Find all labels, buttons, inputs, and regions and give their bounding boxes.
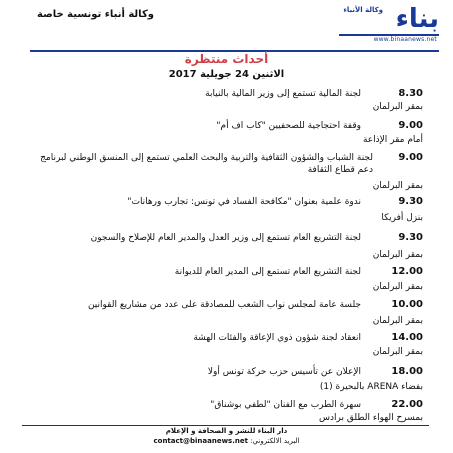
logo-wordmark: بناء: [395, 4, 439, 34]
footer-divider: [22, 425, 429, 426]
footer-publisher: دار البناء للنشر و الصحافة و الإعلام: [165, 427, 288, 435]
page-title: أحداث منتظرة: [184, 52, 269, 66]
event-description: لجنة التشريع العام تستمع إلى المدير العام للديوانة: [174, 267, 361, 277]
event-description: سهرة الطرب مع الفنان "لطفي بوشناق": [210, 400, 361, 410]
event-description: انعقاد لجنة شؤون ذوي الإعاقة والفئات الهشة: [193, 333, 361, 343]
event-description: لجنة المالية تستمع إلى وزير المالية بالنيابة: [205, 89, 361, 99]
footer-contact: [0, 437, 453, 445]
event-time: 9.00: [398, 152, 423, 163]
logo-subtitle: وكالة الأنباء: [343, 6, 383, 14]
event-location: بنزل أفريكا: [381, 213, 423, 223]
date-line: الاثنين 24 جويلية 2017: [168, 69, 285, 80]
event-location: بمقر البرلمان: [372, 316, 423, 326]
event-time: 8.30: [398, 88, 423, 99]
event-location: بمقر البرلمان: [372, 181, 423, 191]
event-description: الإعلان عن تأسيس حزب حركة تونس أولا: [207, 367, 361, 377]
event-location: بمقر البرلمان: [372, 282, 423, 292]
event-location: أمام مقر الإذاعة: [362, 135, 423, 145]
event-location: بمقر البرلمان: [372, 102, 423, 112]
event-location: بمقر البرلمان: [372, 347, 423, 357]
event-time: 18.00: [391, 366, 423, 377]
event-location: بفضاء ARENA بالبحيرة (1): [319, 382, 423, 392]
event-time: 10.00: [391, 299, 423, 310]
event-time: 9.00: [398, 120, 423, 131]
event-location: بمقر البرلمان: [372, 250, 423, 260]
event-time: 9.30: [398, 196, 423, 207]
footer-email[interactable]: contact@binaanews.net: [153, 437, 248, 445]
event-location: بمسرح الهواء الطلق برادس: [319, 413, 423, 423]
event-time: 12.00: [391, 266, 423, 277]
footer-email-label: :البريد الالكتروني: [250, 437, 300, 445]
event-time: 22.00: [391, 399, 423, 410]
event-description: وقفة احتجاجية للصحفيين "كاب اف أم": [216, 121, 361, 131]
event-description: ندوة علمية بعنوان "مكافحة الفساد في تونس: تجارب ورهانات": [127, 197, 361, 207]
event-time: 9.30: [398, 232, 423, 243]
event-time: 14.00: [391, 332, 423, 343]
event-description: جلسة عامة لمجلس نواب الشعب للمصادقة على عدد من مشاريع القوانين: [87, 300, 361, 310]
logo-url: www.binaanews.net: [373, 36, 437, 43]
event-description: لجنة الشباب والشؤون الثقافية والتربية والبحث العلمي تستمع إلى المنسق الوطني لبرنامج دعم قطاع الثقافة: [40, 153, 373, 175]
agency-logo: [333, 4, 439, 46]
agency-name: وكالة أنباء تونسية خاصة: [37, 9, 154, 20]
event-description: لجنة التشريع العام تستمع إلى وزير العدل والمدير العام للإصلاح والسجون: [90, 233, 361, 243]
